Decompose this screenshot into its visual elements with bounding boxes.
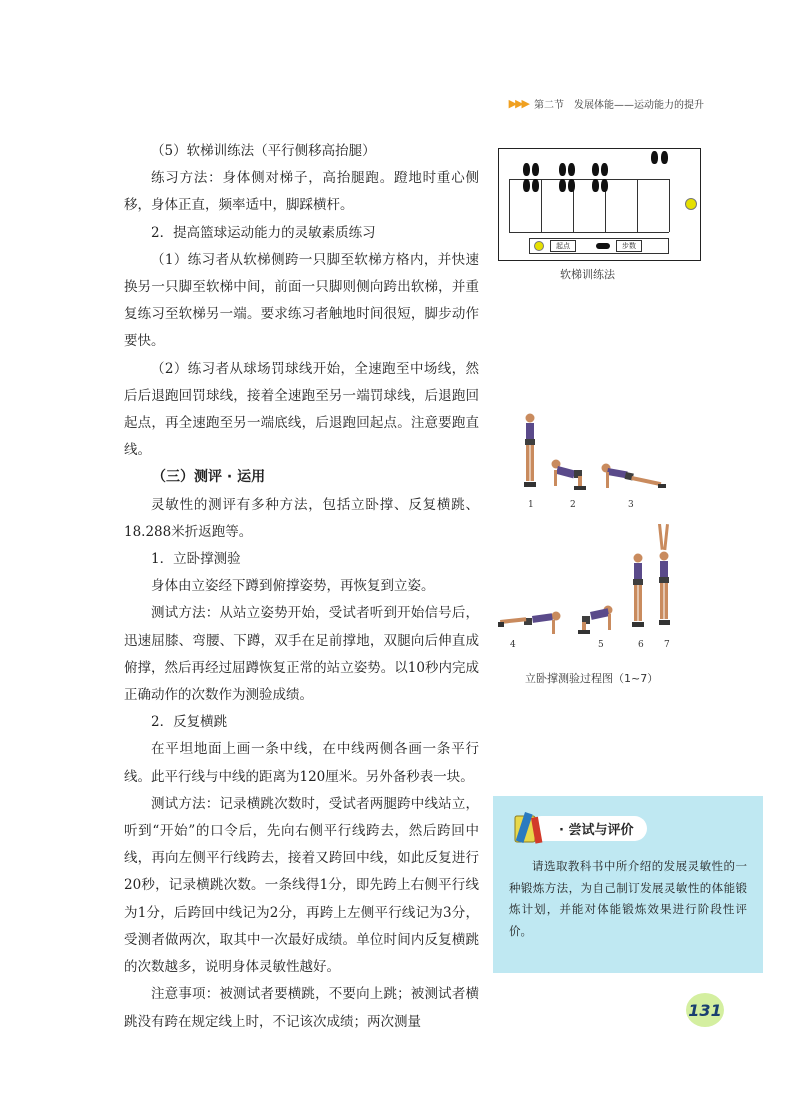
legend-step-label: 步数	[616, 240, 642, 252]
athlete-plank-illustration	[498, 608, 562, 636]
body-paragraph: 练习方法：身体侧对梯子，高抬腿跑。蹬地时重心侧移，身体正直，频率适中，脚踩横杆。	[124, 170, 479, 214]
step-number: 7	[664, 640, 670, 650]
body-paragraph: 测试方法：从站立姿势开始，受试者听到开始信号后，迅速屈膝、弯腰、下蹲，双手在足前撑地，双腿向后伸直成俯撑，然后再经过屈蹲恢复正常的站立姿势。以10秒内完成正确动作的次数作为测验成绩。	[124, 605, 479, 704]
step-number: 5	[598, 640, 604, 650]
athlete-standing-illustration	[520, 412, 540, 492]
footprint-icon	[592, 163, 599, 176]
figure2-caption: 立卧撑测验过程图（1~7）	[525, 672, 659, 685]
body-paragraph: 身体由立姿经下蹲到俯撑姿势，再恢复到立姿。	[151, 578, 435, 595]
body-paragraph: 1．立卧撑测验	[151, 551, 241, 568]
try-and-evaluate-box	[493, 796, 763, 973]
footprint-icon	[559, 163, 566, 176]
body-paragraph: 在平坦地面上画一条中线，在中线两侧各画一条平行线。此平行线与中线的距离为120厘米。另外备秒表一块。	[124, 741, 479, 785]
body-paragraph: 灵敏性的测评有多种方法，包括立卧撑、反复横跳、18.288米折返跑等。	[124, 496, 479, 540]
athlete-plank-illustration	[598, 460, 668, 492]
step-number: 6	[638, 640, 644, 650]
body-paragraph: 注意事项：被测试者要横跳，不要向上跳；被测试者横跳没有跨在规定线上时，不记该次成绩；两次测量	[124, 986, 479, 1030]
ladder-rung	[509, 179, 510, 232]
athlete-squat-illustration	[548, 452, 592, 492]
footprint-icon	[568, 163, 575, 176]
main-text-column	[124, 138, 479, 1036]
footprint-icon	[559, 179, 566, 192]
footprint-icon	[601, 179, 608, 192]
athlete-squat-illustration	[576, 600, 616, 636]
footprint-icon	[532, 179, 539, 192]
figure-legend	[529, 238, 669, 254]
footprint-icon	[661, 151, 668, 164]
footprint-icon	[523, 163, 530, 176]
start-ball-icon	[534, 241, 544, 251]
burpee-sequence-figure	[498, 412, 698, 672]
step-number: 2	[570, 500, 576, 510]
body-paragraph: 测试方法：记录横跳次数时，受试者两腿跨中线站立，听到“开始”的口令后，先向右侧平行线跨去，然后跨回中线，再向左侧平行线跨去，接着又跨回中线，如此反复进行20秒，记录横跳次数。一条线得1分，即先跨上右侧平行线为1分，后跨回中线记为2分，再跨上左侧平行线记为3分，受测者做两次，取其中一次最好成绩。单位时间内反复横跳的次数越多，说明身体灵敏性越好。	[124, 795, 479, 976]
step-number: 4	[510, 640, 516, 650]
step-number: 3	[628, 500, 634, 510]
body-paragraph: （1）练习者从软梯侧跨一只脚至软梯方格内，并快速换另一只脚至软梯中间，前面一只脚则侧向跨出软梯，并重复练习至软梯另一端。要求练习者触地时间很短，脚步动作要快。	[124, 251, 479, 350]
body-paragraph: （2）练习者从球场罚球线开始，全速跑至中场线，然后后退跑回罚球线，接着全速跑至另一端罚球线，后退跑回起点，再全速跑至另一端底线，后退跑回起点。注意要跑直线。	[124, 360, 479, 459]
ladder-rung	[669, 179, 670, 232]
footprint-icon	[568, 179, 575, 192]
try-box-body: 请选取教科书中所介绍的发展灵敏性的一种锻炼方法，为自己制订发展灵敏性的体能锻炼计划，并能对体能锻炼效果进行阶段性评价。	[509, 859, 747, 938]
header-title: 第二节 发展体能——运动能力的提升	[534, 100, 704, 111]
try-box-header	[511, 808, 647, 848]
body-paragraph: 2．提高篮球运动能力的灵敏素质练习	[151, 224, 376, 241]
footprint-icon	[601, 163, 608, 176]
ladder-rail-bottom	[509, 232, 669, 233]
athlete-standing-illustration	[628, 552, 648, 632]
ladder-rung	[541, 179, 542, 232]
section-heading: （三）测评 · 运用	[152, 469, 266, 486]
footprint-icon	[651, 151, 658, 164]
footprint-icon	[532, 163, 539, 176]
header-arrows-icon: ▶▶▶	[508, 97, 528, 110]
running-header	[509, 96, 704, 111]
footprint-icon	[592, 179, 599, 192]
body-paragraph: （5）软梯训练法（平行侧移高抬腿）	[151, 143, 376, 159]
athlete-jump-illustration	[653, 524, 675, 634]
try-box-title: · 尝试与评价	[529, 816, 647, 841]
body-paragraph: 2．反复横跳	[151, 714, 228, 731]
step-footprint-icon	[596, 243, 610, 249]
legend-start-label: 起点	[550, 240, 576, 252]
ladder-rung	[637, 179, 638, 232]
pencil-book-icon	[511, 808, 551, 848]
figure1-caption: 软梯训练法	[560, 268, 615, 281]
end-marker-ball-icon	[685, 198, 697, 210]
page-number: 131	[686, 993, 724, 1027]
footprint-icon	[523, 179, 530, 192]
agility-ladder-figure	[498, 148, 701, 261]
step-number: 1	[528, 500, 534, 510]
